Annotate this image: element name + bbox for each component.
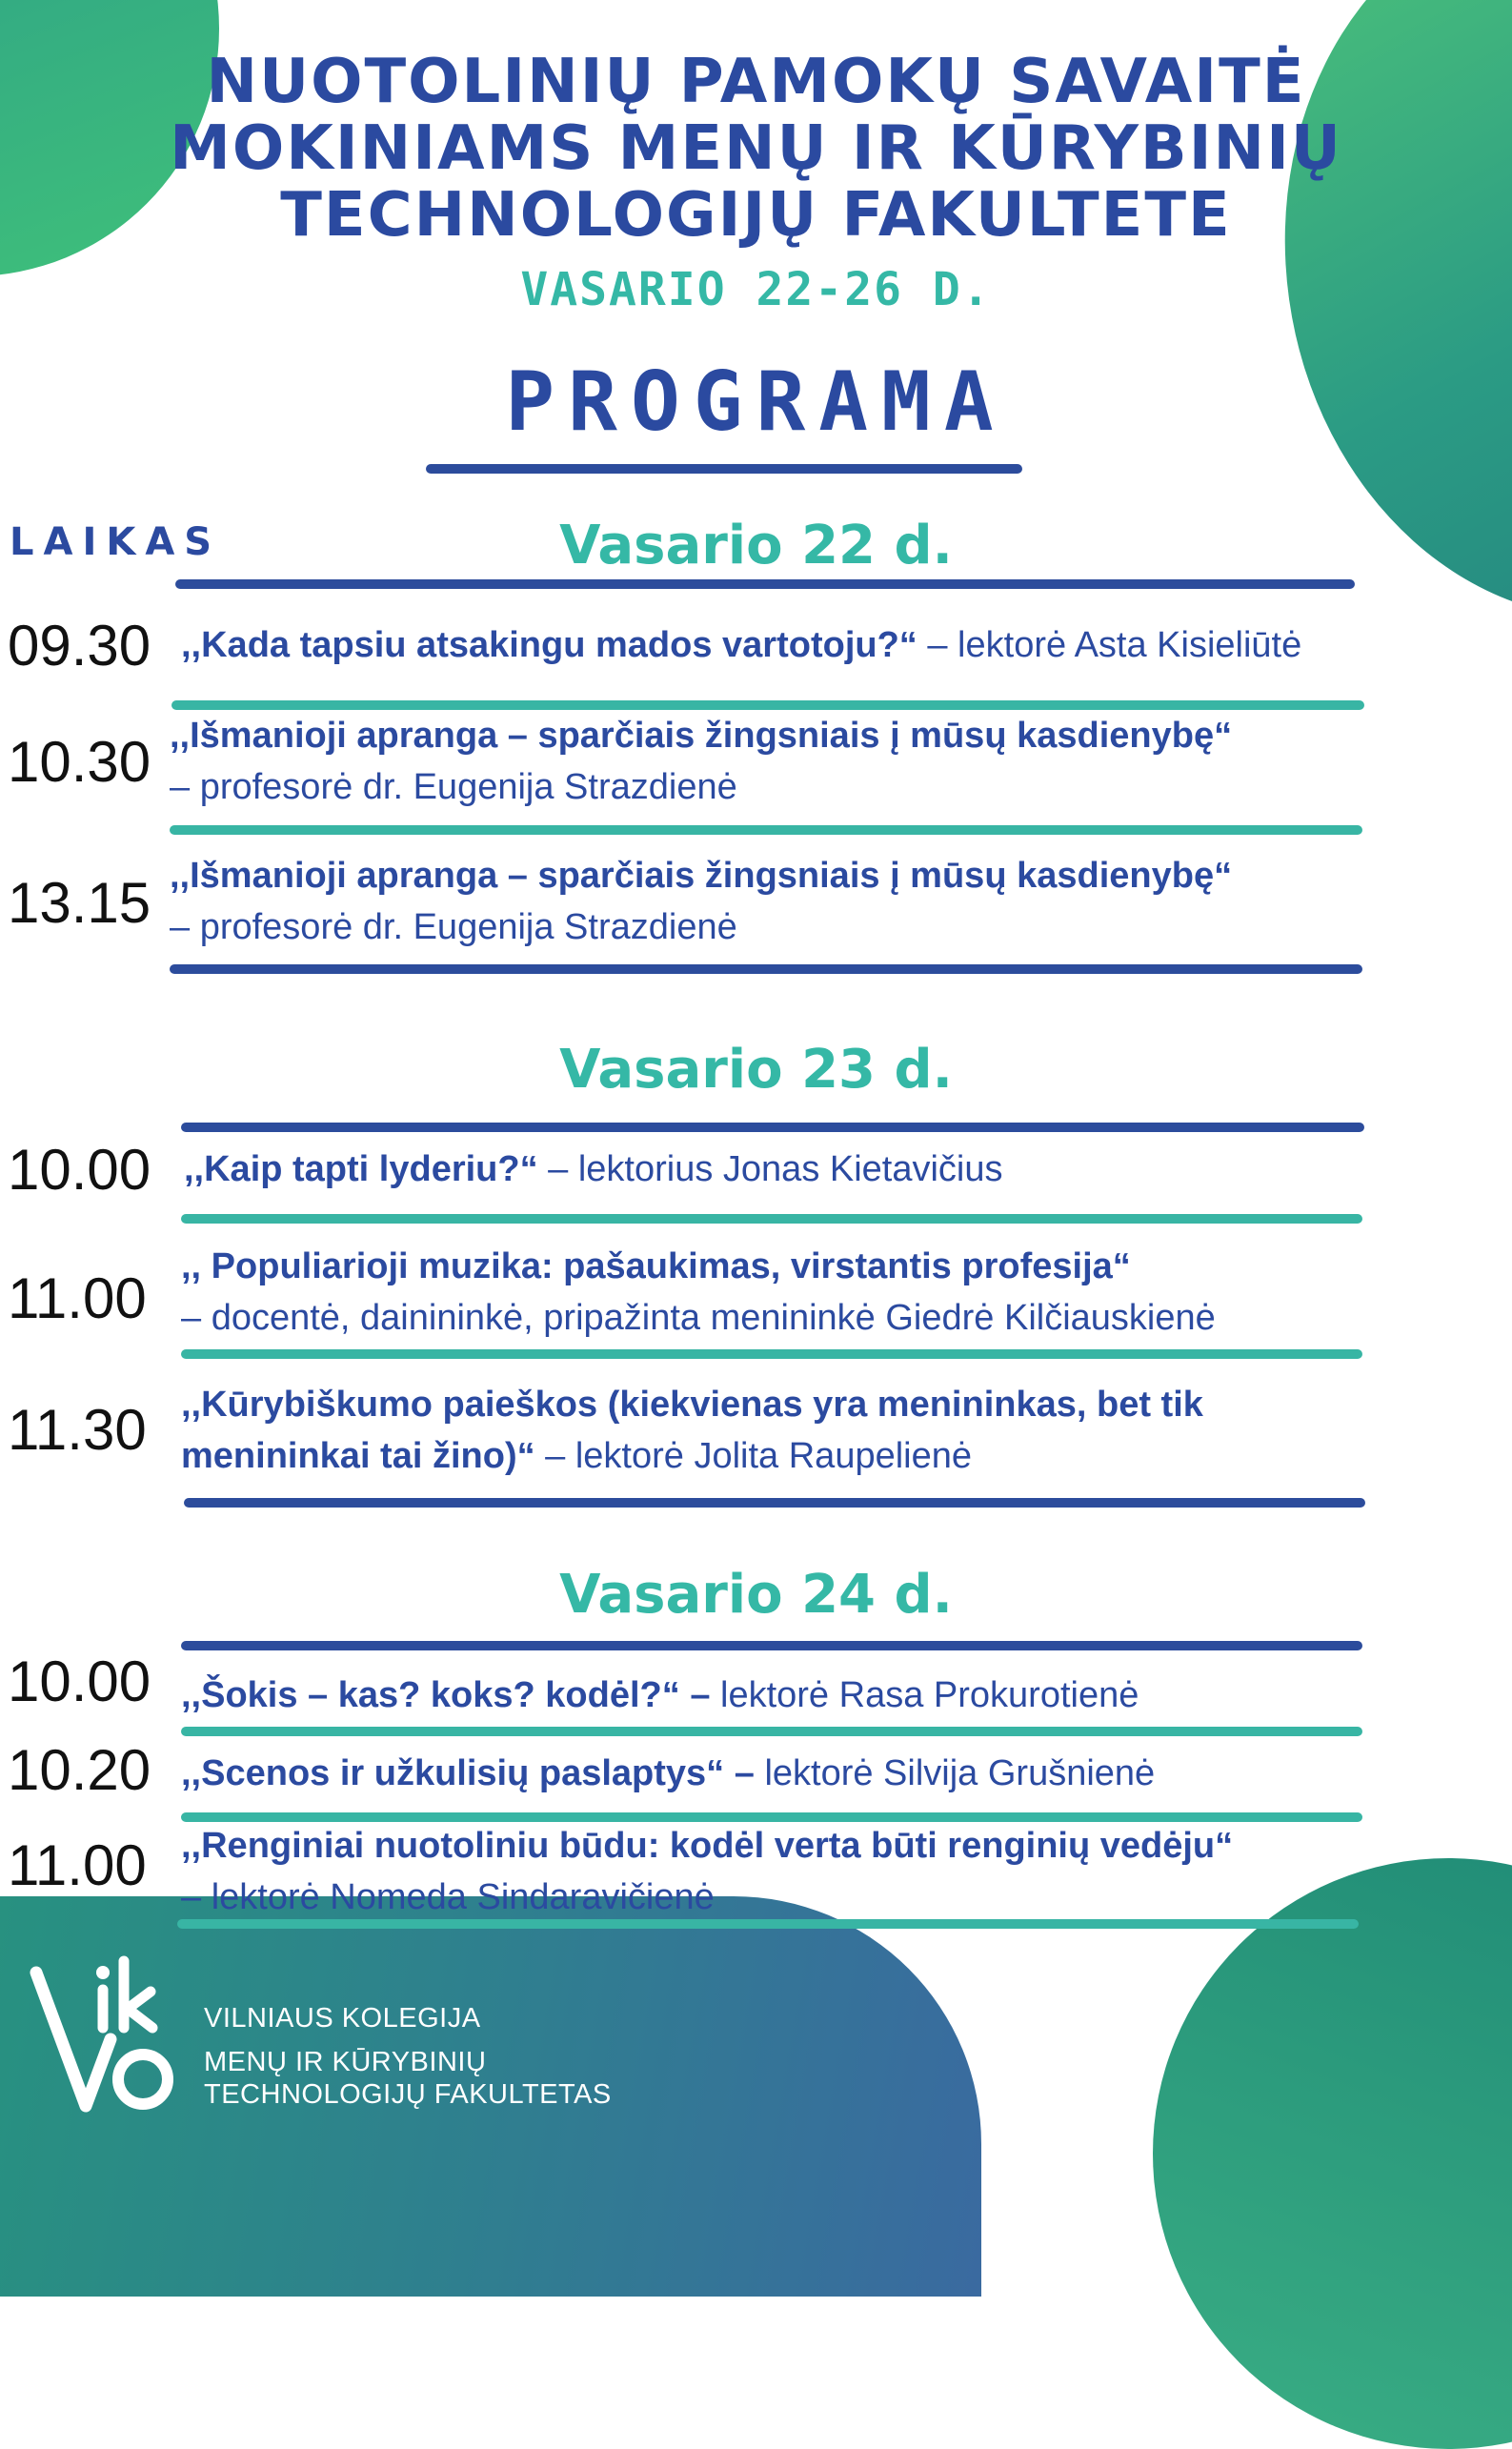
footer-institution: VILNIAUS KOLEGIJA: [204, 2003, 481, 2034]
session-entry: [181, 1820, 1381, 1923]
viko-logo: [29, 1953, 191, 2115]
session-divider: [181, 1349, 1362, 1359]
session-time: 10.00: [8, 1138, 151, 1202]
session-title: ,,Kaip tapti lyderiu?“: [184, 1149, 538, 1189]
session-entry: [181, 1748, 1381, 1799]
page-title-line-2: MOKINIAMS MENŲ IR KŪRYBINIŲ: [170, 113, 1342, 184]
session-speaker: – lektorė Jolita Raupelienė: [534, 1436, 973, 1476]
session-title: ,,Kūrybiškumo paieškos (kiekvienas yra menininkas, bet tik menininkai tai žino)“: [181, 1385, 1203, 1476]
day-divider: [181, 1641, 1362, 1650]
day-heading-22: Vasario 22 d.: [559, 515, 953, 577]
session-entry: [170, 710, 1370, 813]
day-end-divider: [170, 964, 1362, 974]
day-heading-23: Vasario 23 d.: [559, 1039, 953, 1101]
session-speaker: lektorė Rasa Prokurotienė: [710, 1675, 1139, 1715]
time-column-label: LAIKAS: [10, 520, 222, 564]
day-divider: [175, 579, 1355, 589]
footer-faculty-line-2: TECHNOLOGIJŲ FAKULTETAS: [204, 2079, 612, 2110]
session-speaker: – lektorė Nomeda Sindaravičienė: [181, 1877, 715, 1917]
session-speaker: – profesorė dr. Eugenija Strazdienė: [170, 767, 737, 807]
session-title: ,,Scenos ir užkulisių paslaptys“ –: [181, 1753, 755, 1793]
program-heading: PROGRAMA: [505, 354, 1007, 450]
session-title: ,,Išmanioji apranga – sparčiais žingsniais į mūsų kasdienybę“: [170, 716, 1233, 756]
session-time: 10.00: [8, 1650, 151, 1713]
session-speaker: – lektorius Jonas Kietavičius: [537, 1149, 1003, 1189]
session-divider: [171, 700, 1364, 710]
session-time: 10.30: [8, 730, 151, 794]
session-time: 10.20: [8, 1738, 151, 1802]
date-range: VASARIO 22-26 D.: [520, 263, 992, 316]
session-speaker: – profesorė dr. Eugenija Strazdienė: [170, 907, 737, 947]
day-end-divider: [184, 1498, 1365, 1508]
page-title-line-3: TECHNOLOGIJŲ FAKULTETE: [280, 180, 1232, 251]
session-time: 09.30: [8, 614, 151, 678]
session-entry: [181, 1670, 1381, 1721]
session-speaker: lektorė Silvija Grušnienė: [754, 1753, 1156, 1793]
session-speaker: – lektorė Asta Kisieliūtė: [917, 625, 1302, 665]
session-title: ,,Renginiai nuotoliniu būdu: kodėl verta būti renginių vedėju“: [181, 1826, 1234, 1866]
session-divider: [170, 825, 1362, 835]
session-entry: [170, 850, 1370, 953]
session-time: 11.30: [8, 1398, 147, 1462]
session-title: ,, Populiarioji muzika: pašaukimas, virstantis profesija“: [181, 1246, 1131, 1286]
session-speaker: – docentė, dainininkė, pripažinta menininkė Giedrė Kilčiauskienė: [181, 1298, 1216, 1338]
session-title: ,,Kada tapsiu atsakingu mados vartotoju?“: [181, 625, 917, 665]
day-heading-24: Vasario 24 d.: [559, 1564, 953, 1626]
session-divider: [181, 1214, 1362, 1224]
decorative-green-blob-bottom-right: [1153, 1858, 1512, 2449]
session-time: 13.15: [8, 871, 151, 935]
session-time: 11.00: [8, 1833, 147, 1897]
session-divider: [177, 1919, 1359, 1929]
session-entry: [184, 1144, 1384, 1195]
program-underline: [426, 464, 1022, 474]
session-time: 11.00: [8, 1266, 147, 1330]
day-divider: [181, 1123, 1364, 1132]
session-entry: [181, 1241, 1381, 1344]
page-title-line-1: NUOTOLINIŲ PAMOKŲ SAVAITĖ: [206, 47, 1306, 117]
session-divider: [181, 1727, 1362, 1736]
session-entry: [181, 619, 1381, 671]
session-entry: [181, 1379, 1324, 1482]
footer-faculty-line-1: MENŲ IR KŪRYBINIŲ: [204, 2047, 487, 2077]
session-title: ,,Šokis – kas? koks? kodėl?“ –: [181, 1675, 711, 1715]
session-title: ,,Išmanioji apranga – sparčiais žingsniais į mūsų kasdienybę“: [170, 856, 1233, 896]
